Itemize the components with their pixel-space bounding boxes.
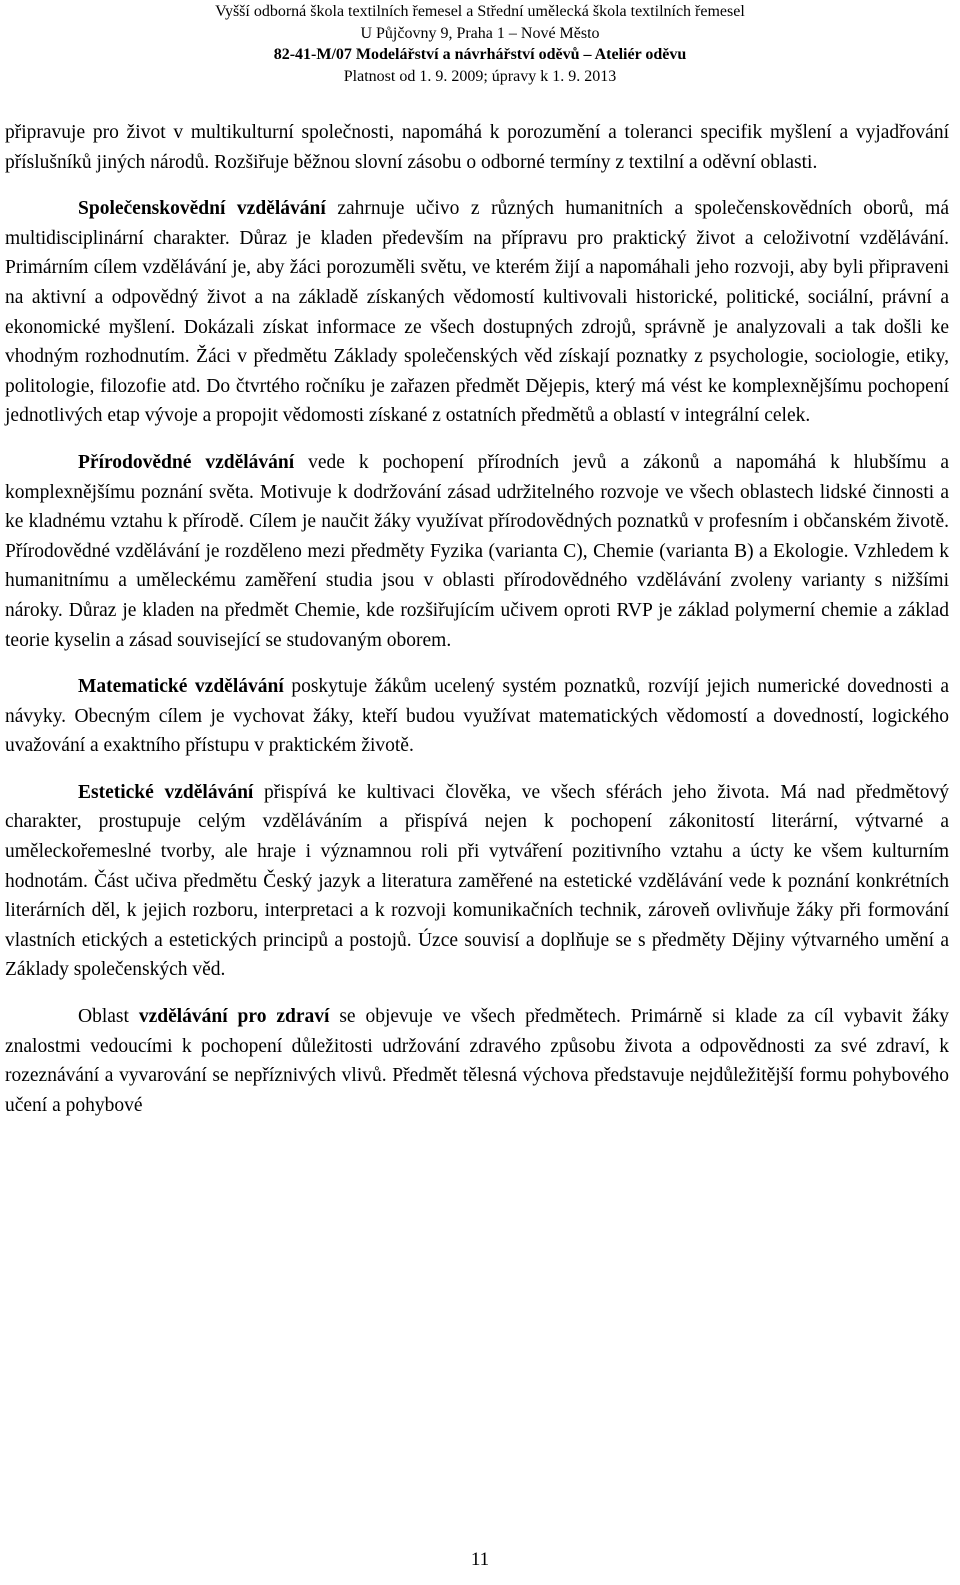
paragraph-lead: Estetické vzdělávání xyxy=(78,781,254,803)
paragraph-social-sciences xyxy=(5,194,949,431)
header-address: U Půjčovny 9, Praha 1 – Nové Město xyxy=(360,24,600,42)
paragraph-continuation: připravuje pro život v multikulturní společnosti, napomáhá k porozumění a toleranci specifik myšlení a vyjadřování příslušníků jiných národů. Rozšiřuje běžnou slovní zásobu o odborné termíny z textilní a oděvní oblasti. xyxy=(5,122,949,173)
paragraph-lead: Matematické vzdělávání xyxy=(78,676,284,698)
paragraph-lead: Společenskovědní vzdělávání xyxy=(78,198,326,220)
header-program: 82-41-M/07 Modelářství a návrhářství oděvů – Ateliér oděvu xyxy=(273,46,687,63)
paragraph-prefix: Oblast xyxy=(78,1006,139,1028)
paragraph-lead: vzdělávání pro zdraví xyxy=(138,1006,330,1028)
document-header xyxy=(0,0,960,87)
paragraph-health xyxy=(5,1002,949,1120)
paragraph-mathematics xyxy=(5,672,949,761)
header-validity: Platnost od 1. 9. 2009; úpravy k 1. 9. 2013 xyxy=(343,67,617,85)
paragraph-aesthetics xyxy=(5,778,949,985)
paragraph-text: se objevuje ve všech předmětech. Primárně si klade za cíl vybavit žáky znalostmi vedoucími k pochopení důležitosti udržování zdravého způsobu života a odpovědnosti za své zdraví, k rozeznávání a vyvarování se nepříznivých vlivů. Předmět tělesná výchova představuje nejdůležitější formu pohybového učení a pohybové xyxy=(5,1006,949,1116)
paragraph-text: vede k pochopení přírodních jevů a zákonů a napomáhá k hlubšímu a komplexnějšímu poznání světa. Motivuje k dodržování zásad udržitelného rozvoje ve všech oblastech lidské činnosti a ke kladnému vztahu k přírodě. Cílem je naučit žáky využívat přírodovědných poznatků v profesním i občanském životě. Přírodovědné vzdělávání je rozděleno mezi předměty Fyzika (varianta C), Chemie (varianta B) a Ekologie. Vzhledem k humanitnímu a uměleckému zaměření studia jsou v oblasti přírodovědného vzdělávání zvoleny varianty s nižšími nároky. Důraz je kladen na předmět Chemie, kde rozšiřujícím učivem oproti RVP je základ polymerní chemie a základ teorie kyselin a zásad související se studovaným oborem. xyxy=(5,451,950,651)
page-number: 11 xyxy=(470,1549,490,1570)
paragraph-natural-sciences xyxy=(5,448,949,655)
paragraph-text: přispívá ke kultivaci člověka, ve všech sférách jeho života. Má nad předmětový charakter, prostupuje celým vzděláváním a přispívá nejen k pochopení zákonitostí literární, výtvarné a uměleckořemeslné tvorby, ale hraje i významnou roli při vytváření pozitivního vztahu a úcty ke všem kulturním hodnotám. Část učiva předmětu Český jazyk a literatura zaměřené na estetické vzdělávání vede k poznání konkrétních literárních děl, k jejich rozboru, interpretaci a k rozvoji komunikačních technik, zároveň ovlivňuje žáky při formování vlastních etických a estetických principů a postojů. Úzce souvisí a doplňuje se s předměty Dějiny výtvarného umění a Základy společenských věd. xyxy=(5,781,949,981)
paragraph-lead: Přírodovědné vzdělávání xyxy=(78,451,295,473)
paragraph-text: poskytuje žákům ucelený systém poznatků, rozvíjí jejich numerické dovednosti a návyky. Obecným cílem je vychovat žáky, kteří budou využívat matematických vědomostí a dovedností, logického uvažování a exaktního přístupu v praktickém životě. xyxy=(5,676,949,757)
header-school-name: Vyšší odborná škola textilních řemesel a Střední umělecká škola textilních řemesel xyxy=(215,3,745,20)
paragraph-text: zahrnuje učivo z různých humanitních a společenskovědních oborů, má multidisciplinární charakter. Důraz je kladen především na přípravu pro praktický život a celoživotní vzdělávání. Primárním cílem vzdělávání je, aby žáci porozuměli světu, ve kterém žijí a napomáhali jeho rozvoji, aby byli připraveni na aktivní a odpovědný život a na základě získaných vědomostí kultivovali historické, politické, sociální, právní a ekonomické myšlení. Dokázali získat informace ze všech dostupných zdrojů, správně je analyzovali a tak došli ke vhodným rozhodnutím. Žáci v předmětu Základy společenských věd získají poznatky z psychologie, sociologie, etiky, politologie, filozofie atd. Do čtvrtého ročníku je zařazen předmět Dějepis, který má vést ke komplexnějšímu pochopení jednotlivých etap vývoje a propojit vědomosti získané z ostatních předmětů a oblastí v integrální celek. xyxy=(5,198,950,427)
document-body xyxy=(5,118,949,1120)
